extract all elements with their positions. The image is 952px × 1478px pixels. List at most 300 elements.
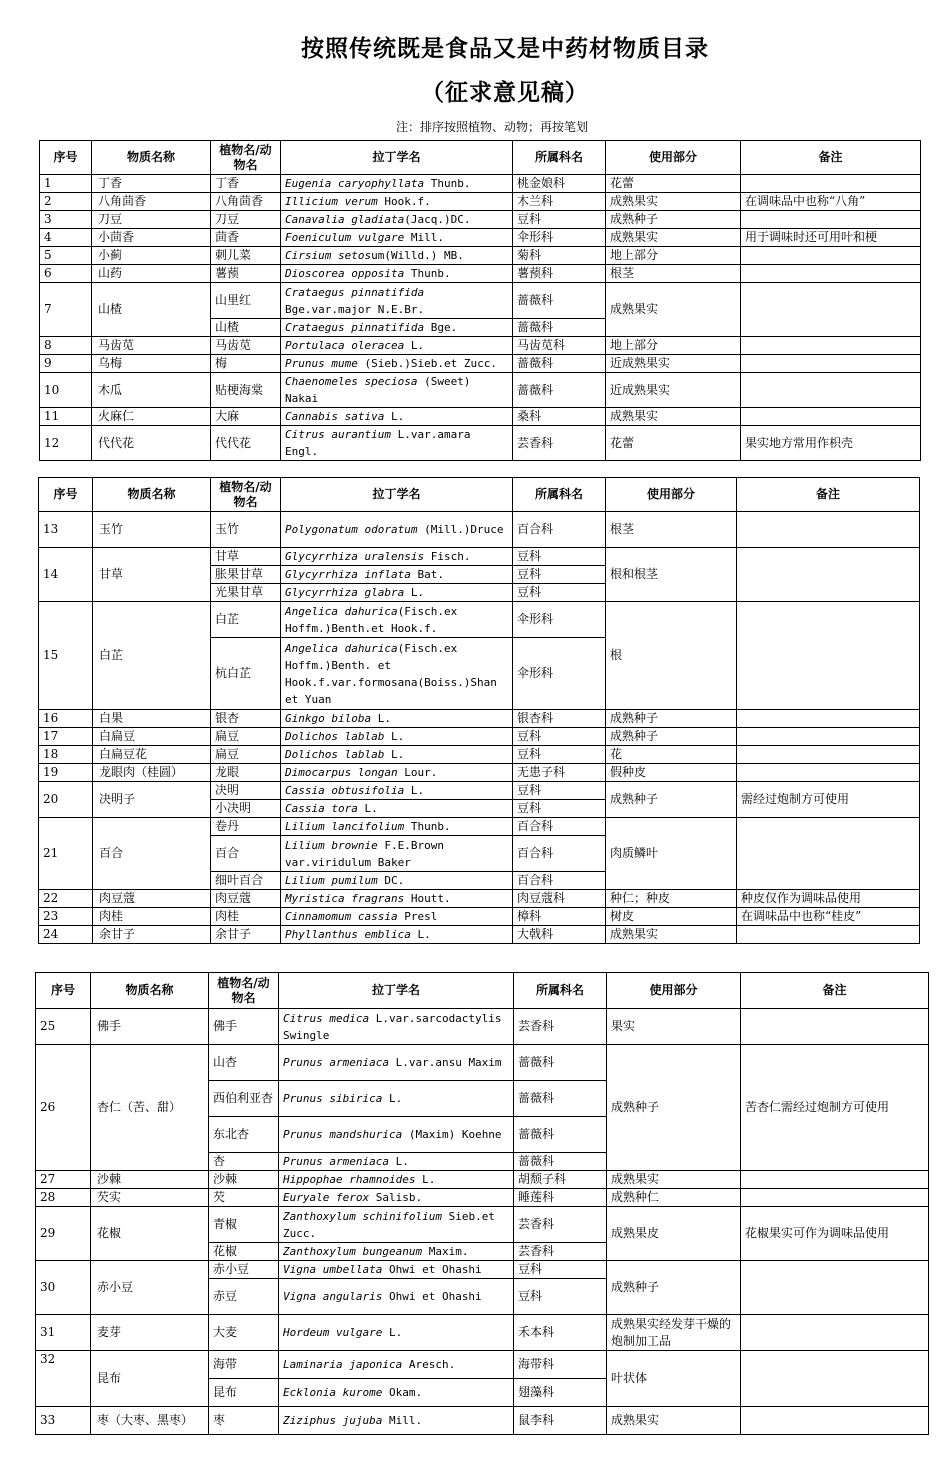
used-part: 地上部分 [606,247,741,265]
latin-genus-species: Cinnamomum cassia [285,910,398,923]
latin-name [281,211,513,229]
latin-name [279,1207,514,1243]
latin-author: Presl [397,910,438,923]
latin-name [281,764,513,782]
latin-author: L. [415,1173,436,1186]
family-name: 百合科 [513,872,606,890]
latin-name [281,408,513,426]
plant-name: 赤豆 [209,1279,279,1315]
latin-name [281,818,513,836]
latin-author: (Mill.)Druce [417,523,504,536]
latin-author: L. [404,339,425,352]
remark [737,728,920,746]
item-number: 32 [36,1351,91,1407]
plant-name: 沙棘 [209,1171,279,1189]
remark: 在调味品中也称“桂皮” [737,908,920,926]
remark [737,548,920,602]
item-name: 白果 [93,710,211,728]
item-name: 白扁豆花 [93,746,211,764]
table-row [39,890,920,908]
family-name: 豆科 [513,800,606,818]
table-row [40,265,921,283]
latin-genus-species: Eugenia caryophyllata [285,177,425,190]
used-part: 成熟果实 [606,229,741,247]
family-name: 菊科 [513,247,606,265]
latin-name [281,908,513,926]
latin-name [281,229,513,247]
latin-genus-species: Prunus armeniaca [283,1155,389,1168]
plant-name: 海带 [209,1351,279,1379]
header-no: 序号 [39,478,93,512]
item-name: 龙眼肉（桂圆） [93,764,211,782]
latin-name [279,1045,514,1081]
remark [741,1189,929,1207]
latin-genus-species: Cassia tora [285,802,358,815]
latin-name [281,584,513,602]
remark [737,764,920,782]
table-row [40,175,921,193]
latin-author: Bge. [424,321,458,334]
latin-genus-species: Prunus mandshurica [283,1128,403,1141]
remark [741,265,921,283]
family-name: 蔷薇科 [513,283,606,319]
header-row [39,478,920,512]
plant-name: 佛手 [209,1009,279,1045]
plant-name: 甘草 [211,548,281,566]
latin-genus-species: Crataegus pinnatifida [285,321,425,334]
table-row [39,548,920,566]
item-name: 白芷 [93,602,211,710]
latin-genus-species: Phyllanthus emblica [285,928,411,941]
latin-name [281,800,513,818]
latin-genus-species: Glycyrrhiza inflata [285,568,411,581]
latin-name [281,746,513,764]
remark [741,283,921,337]
used-part: 果实 [607,1009,741,1045]
item-name: 代代花 [92,426,211,461]
family-name: 樟科 [513,908,606,926]
header-row [36,973,929,1009]
plant-name: 八角茴香 [211,193,281,211]
latin-genus-species: Crataegus pinnatifida [285,285,425,299]
latin-genus-species: Illicium verum [285,195,378,208]
plant-name: 西伯利亚杏 [209,1081,279,1117]
catalog-table-1 [39,140,921,461]
remark [737,746,920,764]
table-row [39,818,920,836]
latin-author: L. [384,748,405,761]
latin-author: um(Willd.) MB. [371,249,464,262]
table-row [39,746,920,764]
page-subtitle: （征求意见稿） [421,80,589,106]
item-name: 余甘子 [93,926,211,944]
latin-genus-species: Angelica dahurica [285,604,398,618]
latin-name [281,512,513,548]
family-name: 芸香科 [514,1207,607,1243]
remark [741,1261,929,1315]
table-row [36,1207,929,1243]
latin-author: Okam. [382,1386,423,1399]
header-remark: 备注 [737,478,920,512]
family-name: 禾本科 [514,1315,607,1351]
plant-name: 银杏 [211,710,281,728]
plant-name: 百合 [211,836,281,872]
item-name: 小蓟 [92,247,211,265]
remark: 用于调味时还可用叶和梗 [741,229,921,247]
latin-author: Maxim. [422,1245,469,1258]
remark [741,1171,929,1189]
remark [737,818,920,890]
remark [741,247,921,265]
family-name: 豆科 [513,548,606,566]
table-row [39,728,920,746]
latin-genus-species: Dolichos lablab [285,730,385,743]
item-number: 7 [40,283,92,337]
item-number: 23 [39,908,93,926]
plant-name: 大麻 [211,408,281,426]
latin-author: L. [404,586,425,599]
latin-author: L. [388,1155,409,1168]
remark [741,211,921,229]
plant-name: 昆布 [209,1379,279,1407]
item-number: 5 [40,247,92,265]
latin-name [279,1189,514,1207]
latin-genus-species: Myristica fragrans [285,892,405,905]
remark: 花椒果实可作为调味品使用 [741,1207,929,1261]
item-number: 33 [36,1407,91,1435]
item-number: 3 [40,211,92,229]
latin-genus-species: Prunus mume [285,357,358,370]
used-part: 叶状体 [607,1351,741,1407]
table-row [39,602,920,638]
latin-author: L.var.sarcodactylis Swingle [283,1011,502,1042]
table-row [36,1189,929,1207]
latin-name [279,1243,514,1261]
item-name: 杏仁（苦、甜） [91,1045,209,1171]
item-name: 沙棘 [91,1171,209,1189]
used-part: 成熟果实 [606,283,741,337]
item-name: 木瓜 [92,373,211,408]
latin-name [281,247,513,265]
plant-name: 扁豆 [211,728,281,746]
item-name: 决明子 [93,782,211,818]
latin-author: (Fisch.ex Hoffm.)Benth.et Hook.f. [285,604,458,635]
table-row [36,1315,929,1351]
header-latin: 拉丁学名 [279,973,514,1009]
plant-name: 丁香 [211,175,281,193]
plant-name: 光果甘草 [211,584,281,602]
latin-genus-species: Glycyrrhiza uralensis [285,550,425,563]
latin-name [279,1279,514,1315]
item-name: 白扁豆 [93,728,211,746]
header-name: 物质名称 [93,478,211,512]
table-row [40,229,921,247]
latin-author: Thunb. [424,177,471,190]
plant-name: 龙眼 [211,764,281,782]
latin-author: (Sieb.)Sieb.et Zucc. [357,357,497,370]
family-name: 肉豆蔻科 [513,890,606,908]
plant-name: 余甘子 [211,926,281,944]
latin-genus-species: Vigna umbellata [283,1263,383,1276]
latin-author: L. [357,802,378,815]
used-part: 成熟果实 [606,408,741,426]
item-name: 刀豆 [92,211,211,229]
plant-name: 山杏 [209,1045,279,1081]
latin-genus-species: Chaenomeles speciosa [285,375,418,388]
latin-genus-species: Ziziphus jujuba [283,1414,383,1427]
latin-author: (Fisch.ex Hoffm.)Benth. et Hook.f.var.formosana(Boiss.)Shan et Yuan [285,641,497,706]
item-number: 9 [40,355,92,373]
header-plant: 植物名/动物名 [209,973,279,1009]
header-family: 所属科名 [513,478,606,512]
used-part: 近成熟果实 [606,355,741,373]
plant-name: 卷丹 [211,818,281,836]
item-number: 29 [36,1207,91,1261]
plant-name: 马齿苋 [211,337,281,355]
item-number: 28 [36,1189,91,1207]
latin-name [281,602,513,638]
latin-genus-species: Cannabis sativa [285,410,385,423]
item-name: 花椒 [91,1207,209,1261]
latin-genus-species: Citrus aurantium [285,428,391,441]
remark [741,373,921,408]
latin-author: L. [384,410,405,423]
table-row [40,408,921,426]
item-name: 肉桂 [93,908,211,926]
family-name: 伞形科 [513,602,606,638]
remark [741,337,921,355]
latin-author: Aresch. [402,1358,456,1371]
latin-author: L. [404,784,425,797]
latin-genus-species: Foeniculum vulgare [285,231,405,244]
table-row [36,1407,929,1435]
item-name: 昆布 [91,1351,209,1407]
sort-note: 注：排序按照植物、动物；再按笔划 [395,120,588,134]
latin-name [281,548,513,566]
family-name: 蔷薇科 [513,355,606,373]
family-name: 伞形科 [513,638,606,710]
plant-name: 山里红 [211,283,281,319]
latin-name [281,710,513,728]
family-name: 豆科 [513,566,606,584]
item-name: 麦芽 [91,1315,209,1351]
remark: 苦杏仁需经过炮制方可使用 [741,1045,929,1171]
family-name: 蔷薇科 [514,1117,607,1153]
used-part: 假种皮 [606,764,737,782]
latin-name [281,193,513,211]
plant-name: 山楂 [211,319,281,337]
plant-name: 决明 [211,782,281,800]
latin-genus-species: Zanthoxylum schinifolium [283,1209,442,1223]
header-no: 序号 [36,973,91,1009]
latin-name [279,1407,514,1435]
family-name: 豆科 [513,746,606,764]
item-number: 4 [40,229,92,247]
plant-name: 刀豆 [211,211,281,229]
plant-name: 玉竹 [211,512,281,548]
latin-author: (Sweet) Nakai [285,375,471,405]
latin-genus-species: Vigna angularis [283,1290,383,1303]
latin-name [281,638,513,710]
latin-author: Thunb. [404,267,451,280]
latin-genus-species: Laminaria japonica [283,1358,403,1371]
family-name: 睡莲科 [514,1189,607,1207]
table-row [40,337,921,355]
header-plant: 植物名/动物名 [211,141,281,175]
item-number: 19 [39,764,93,782]
plant-name: 枣 [209,1407,279,1435]
latin-genus-species: Dimocarpus longan [285,766,398,779]
plant-name: 杭白芷 [211,638,281,710]
latin-name [281,283,513,319]
latin-author: Mill. [404,231,444,244]
item-number: 17 [39,728,93,746]
header-use: 使用部分 [606,141,741,175]
table-row [36,1351,929,1379]
family-name: 蔷薇科 [514,1081,607,1117]
item-name: 乌梅 [92,355,211,373]
used-part: 成熟果实 [606,193,741,211]
item-name: 佛手 [91,1009,209,1045]
latin-name [279,1153,514,1171]
remark [737,602,920,710]
latin-author: L. [382,1092,403,1105]
plant-name: 梅 [211,355,281,373]
family-name: 豆科 [513,211,606,229]
item-number: 22 [39,890,93,908]
latin-author: L.var.ansu Maxim [388,1056,502,1069]
item-number: 15 [39,602,93,710]
family-name: 鼠李科 [514,1407,607,1435]
latin-name [281,836,513,872]
family-name: 蔷薇科 [513,373,606,408]
used-part: 根茎 [606,512,737,548]
latin-name [279,1117,514,1153]
latin-author: Hook.f. [377,195,431,208]
table-row [39,908,920,926]
used-part: 根茎 [606,265,741,283]
family-name: 豆科 [513,584,606,602]
used-part: 成熟种子 [606,211,741,229]
used-part: 成熟种子 [606,782,737,818]
latin-name [279,1081,514,1117]
latin-genus-species: Lilium pumilum [285,874,378,887]
used-part: 肉质鳞叶 [606,818,737,890]
item-name: 芡实 [91,1189,209,1207]
plant-name: 细叶百合 [211,872,281,890]
latin-genus-species: Zanthoxylum bungeanum [283,1245,423,1258]
item-number: 21 [39,818,93,890]
table-row [36,1261,929,1279]
latin-author: Bge.var.major N.E.Br. [285,302,425,316]
latin-author: L. [382,1326,403,1339]
family-name: 马齿苋科 [513,337,606,355]
latin-author: F.E.Brown var.viridulum Baker [285,838,444,869]
latin-genus-species: Cassia obtusifolia [285,784,405,797]
plant-name: 赤小豆 [209,1261,279,1279]
remark [737,926,920,944]
item-name: 小茴香 [92,229,211,247]
plant-name: 花椒 [209,1243,279,1261]
latin-author: Mill. [382,1414,423,1427]
header-use: 使用部分 [606,478,737,512]
used-part: 成熟种仁 [607,1189,741,1207]
family-name: 桑科 [513,408,606,426]
latin-genus-species: Ginkgo biloba [285,712,372,725]
remark [737,710,920,728]
item-number: 27 [36,1171,91,1189]
latin-author: Sieb.et Zucc. [283,1209,495,1240]
header-family: 所属科名 [513,141,606,175]
used-part: 树皮 [606,908,737,926]
remark: 种皮仅作为调味品使用 [737,890,920,908]
latin-genus-species: Hippophae rhamnoides [283,1173,416,1186]
item-number: 20 [39,782,93,818]
used-part: 成熟果实 [607,1171,741,1189]
remark [741,355,921,373]
header-family: 所属科名 [514,973,607,1009]
item-number: 12 [40,426,92,461]
item-name: 山楂 [92,283,211,337]
latin-author: Fisch. [424,550,471,563]
latin-author: Lour. [397,766,438,779]
table-row [40,355,921,373]
remark [741,1351,929,1407]
item-number: 10 [40,373,92,408]
latin-author: Thunb. [404,820,451,833]
family-name: 芸香科 [514,1009,607,1045]
item-number: 8 [40,337,92,355]
used-part: 地上部分 [606,337,741,355]
latin-genus-species: Dolichos lablab [285,748,385,761]
latin-name [281,426,513,461]
catalog-table-3 [35,972,929,1435]
item-number: 13 [39,512,93,548]
table-row [39,710,920,728]
family-name: 胡颓子科 [514,1171,607,1189]
header-row [40,141,921,175]
remark: 果实地方常用作枳壳 [741,426,921,461]
item-number: 1 [40,175,92,193]
latin-genus-species: Portulaca oleracea [285,339,405,352]
item-number: 24 [39,926,93,944]
plant-name: 芡 [209,1189,279,1207]
header-plant: 植物名/动物名 [211,478,281,512]
remark [741,408,921,426]
used-part: 成熟种子 [606,710,737,728]
item-name: 赤小豆 [91,1261,209,1315]
latin-author: Bat. [410,568,444,581]
table-row [39,782,920,800]
plant-name: 东北杏 [209,1117,279,1153]
used-part: 花 [606,746,737,764]
table-row [36,1045,929,1081]
used-part: 成熟果实经发芽干燥的炮制加工品 [607,1315,741,1351]
item-number: 25 [36,1009,91,1045]
family-name: 木兰科 [513,193,606,211]
latin-genus-species: Canavalia gladiata [285,213,405,226]
table-row [36,1009,929,1045]
remark [741,175,921,193]
family-name: 大戟科 [513,926,606,944]
latin-name [281,890,513,908]
table-row [40,283,921,319]
family-name: 桃金娘科 [513,175,606,193]
item-number: 26 [36,1045,91,1171]
plant-name: 大麦 [209,1315,279,1351]
used-part: 成熟种子 [606,728,737,746]
used-part: 成熟果实 [606,926,737,944]
